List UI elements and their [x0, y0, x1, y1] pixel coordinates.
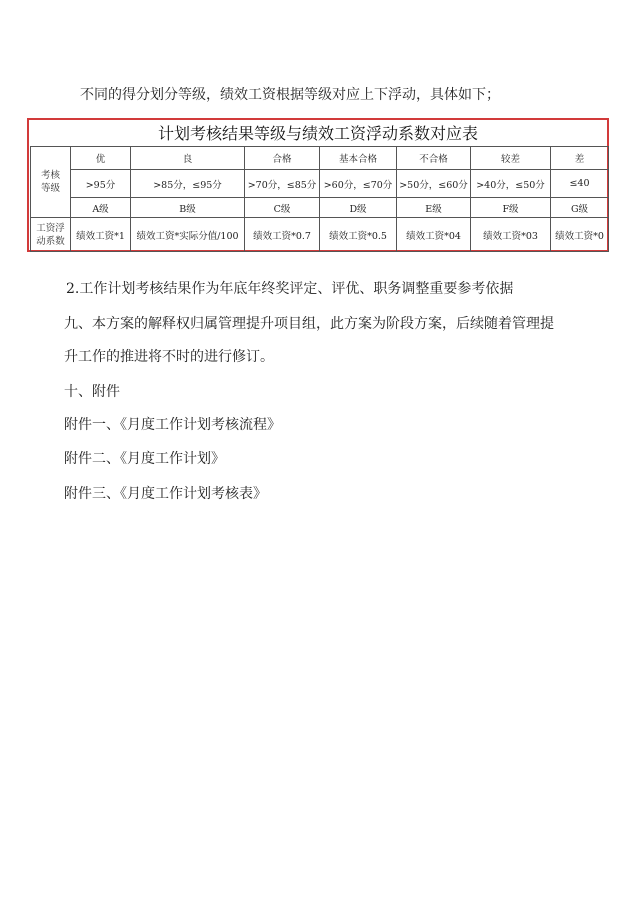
- attachment-1: 附件一、《月度工作计划考核流程》: [64, 417, 281, 433]
- section-9-line1: 九、本方案的解释权归属管理提升项目组，此方案为阶段方案，后续随着管理提: [64, 316, 554, 332]
- grade-cell: 差: [551, 147, 609, 170]
- row-header-grade-line1: 考核: [40, 170, 60, 181]
- range-cell: >95分: [71, 170, 131, 198]
- grade-cell: 不合格: [397, 147, 471, 170]
- grade-cell: 良: [131, 147, 245, 170]
- row-header-coefficient: [31, 218, 71, 252]
- attachment-2: 附件二、《月度工作计划》: [64, 451, 225, 467]
- range-cell: >60分，≤70分: [320, 170, 397, 198]
- row-header-coef-line1: 工资浮: [36, 222, 65, 234]
- table-row-ranges: [31, 170, 609, 198]
- range-cell: >40分，≤50分: [471, 170, 551, 198]
- level-cell: D级: [320, 198, 397, 218]
- grade-cell: 优: [71, 147, 131, 170]
- row-header-grade-line2: 等级: [40, 183, 60, 194]
- range-cell: ≤40: [551, 170, 609, 198]
- coefficient-cell: 绩效工资*1: [71, 218, 131, 252]
- coefficient-cell: 绩效工资*0.7: [245, 218, 320, 252]
- row-header-coef-line2: 动系数: [36, 235, 65, 247]
- table-row-levels: [31, 198, 609, 218]
- range-cell: >50分，≤60分: [397, 170, 471, 198]
- section-10-heading: 十、附件: [64, 384, 120, 400]
- coefficient-cell: 绩效工资*实际分值/100: [131, 218, 245, 252]
- range-cell: >70分，≤85分: [245, 170, 320, 198]
- table-row-coefficients: [31, 218, 609, 252]
- paragraph-2: 2.工作计划考核结果作为年底年终奖评定、评优、职务调整重要参考依据: [66, 281, 514, 297]
- level-cell: A级: [71, 198, 131, 218]
- attachment-3: 附件三、《月度工作计划考核表》: [64, 486, 267, 502]
- grade-coefficient-table: [27, 118, 609, 252]
- section-9-line2: 升工作的推进将不时的进行修订。: [64, 349, 274, 365]
- grade-cell: 基本合格: [320, 147, 397, 170]
- row-header-grade: [31, 147, 71, 218]
- coefficient-cell: 绩效工资*0.5: [320, 218, 397, 252]
- coefficient-cell: 绩效工资*03: [471, 218, 551, 252]
- coefficient-cell: 绩效工资*04: [397, 218, 471, 252]
- table-row-grades: [31, 147, 609, 170]
- level-cell: G级: [551, 198, 609, 218]
- level-cell: C级: [245, 198, 320, 218]
- range-cell: >85分，≤95分: [131, 170, 245, 198]
- table-grid: [30, 146, 609, 252]
- grade-cell: 较差: [471, 147, 551, 170]
- level-cell: F级: [471, 198, 551, 218]
- intro-paragraph: 不同的得分划分等级，绩效工资根据等级对应上下浮动，具体如下；: [80, 87, 500, 103]
- grade-cell: 合格: [245, 147, 320, 170]
- level-cell: B级: [131, 198, 245, 218]
- table-title: 计划考核结果等级与绩效工资浮动系数对应表: [157, 124, 478, 143]
- level-cell: E级: [397, 198, 471, 218]
- coefficient-cell: 绩效工资*0: [551, 218, 609, 252]
